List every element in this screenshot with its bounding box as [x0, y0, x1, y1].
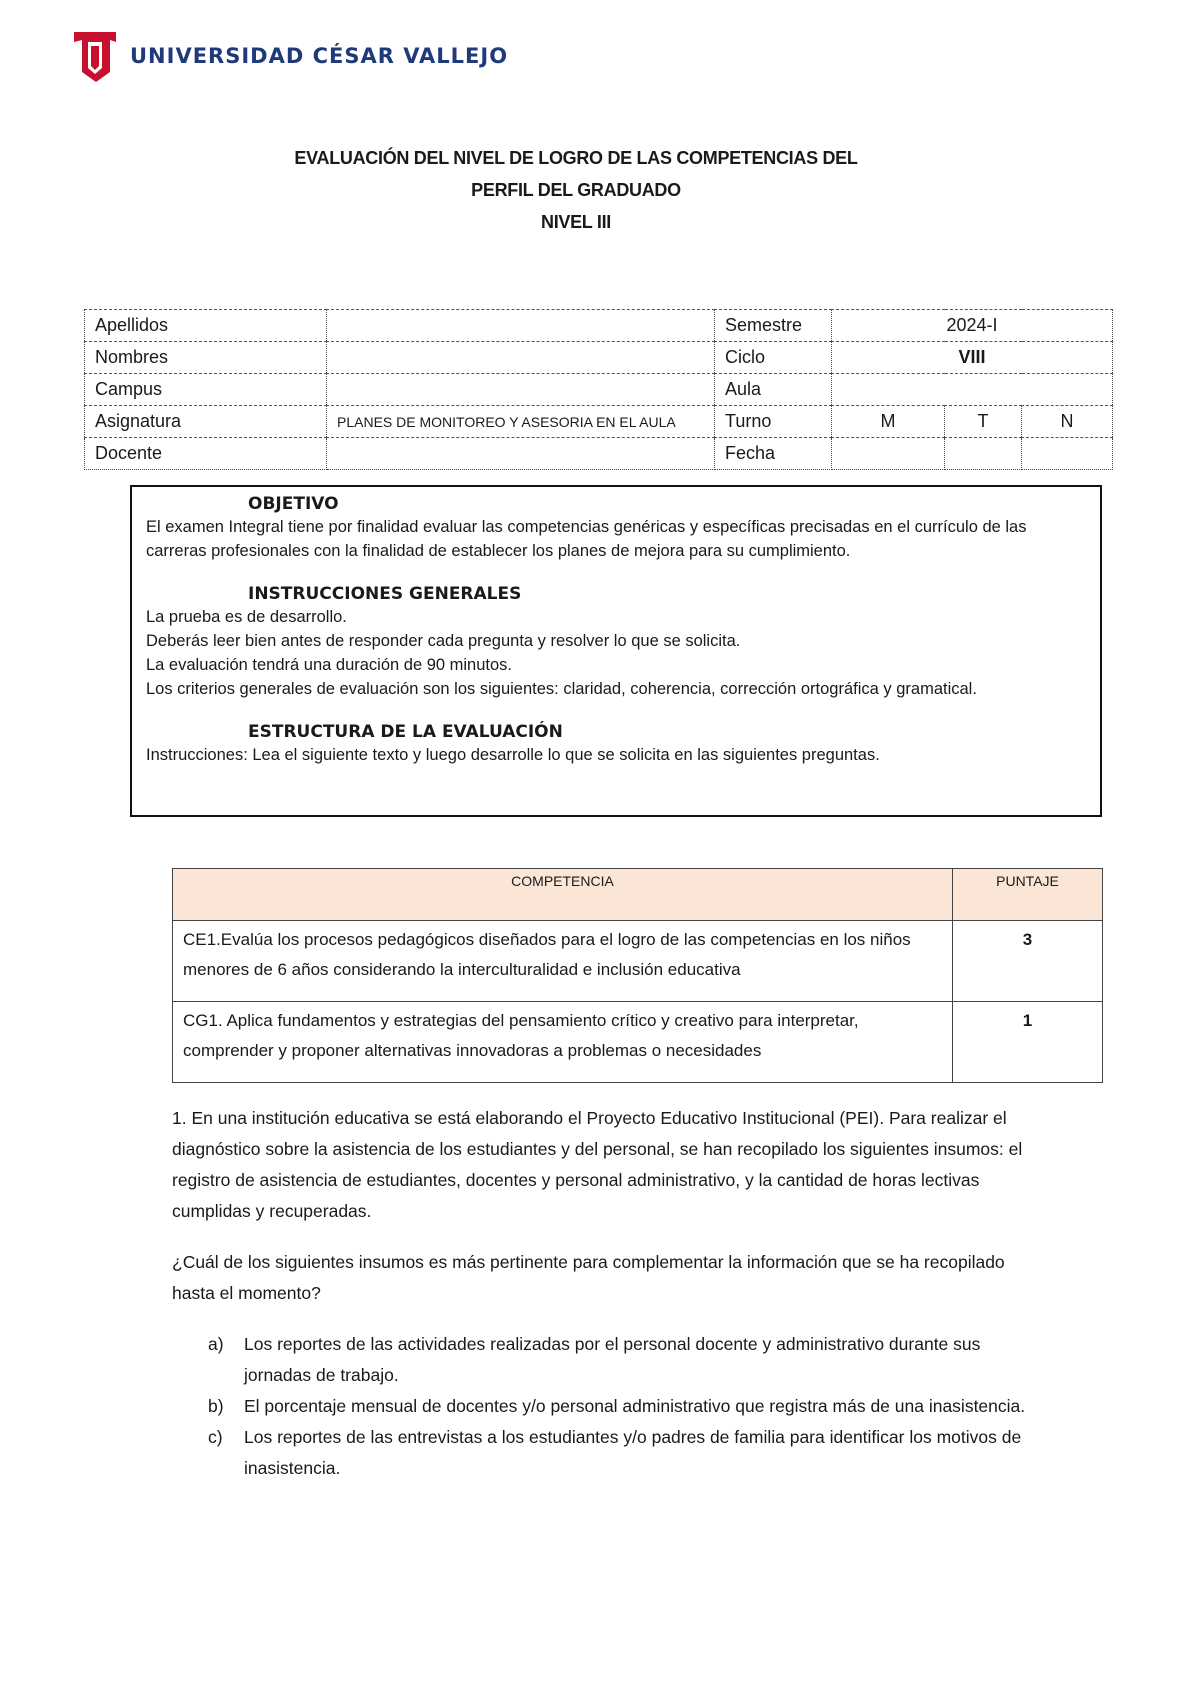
- aula-label: Aula: [715, 374, 832, 406]
- row-nombres: [85, 342, 1113, 374]
- puntaje-cell: 3: [953, 921, 1103, 1002]
- fecha-field-3[interactable]: [1022, 438, 1113, 470]
- turno-m[interactable]: M: [832, 406, 945, 438]
- docente-label: Docente: [85, 438, 327, 470]
- answer-options: [172, 1329, 1032, 1484]
- campus-field[interactable]: [327, 374, 715, 406]
- competencias-table: [172, 868, 1103, 1083]
- option-letter: a): [208, 1334, 224, 1354]
- option-text: Los reportes de las actividades realizadas por el personal docente y administrativo durante sus jornadas de trabajo.: [244, 1334, 981, 1385]
- apellidos-field[interactable]: [327, 310, 715, 342]
- table-row: [173, 1002, 1103, 1083]
- fecha-field[interactable]: [832, 438, 945, 470]
- asignatura-value: PLANES DE MONITOREO Y ASESORIA EN EL AULA: [327, 406, 715, 438]
- estructura-text: Instrucciones: Lea el siguiente texto y luego desarrolle lo que se solicita en las siguientes preguntas.: [146, 746, 880, 764]
- table-row: [173, 921, 1103, 1002]
- option-letter: b): [208, 1396, 224, 1416]
- semestre-value: 2024-I: [832, 310, 1113, 342]
- instruccion-line: Los criterios generales de evaluación son los siguientes: claridad, coherencia, corrección ortográfica y gramatical.: [146, 680, 977, 698]
- col-puntaje: PUNTAJE: [953, 869, 1103, 921]
- instruccion-line: La evaluación tendrá una duración de 90 minutos.: [146, 656, 513, 674]
- fecha-field-2[interactable]: [945, 438, 1022, 470]
- title-line-3: NIVEL III: [541, 212, 611, 232]
- option-c[interactable]: [172, 1422, 1032, 1484]
- apellidos-label: Apellidos: [85, 310, 327, 342]
- ciclo-label: Ciclo: [715, 342, 832, 374]
- document-title: [0, 142, 1152, 238]
- instruccion-line: La prueba es de desarrollo.: [146, 608, 347, 626]
- ucv-shield-icon: [72, 28, 118, 84]
- option-text: Los reportes de las entrevistas a los estudiantes y/o padres de familia para identificar los motivos de inasistencia.: [244, 1427, 1022, 1478]
- ciclo-value: VIII: [832, 342, 1113, 374]
- fecha-label: Fecha: [715, 438, 832, 470]
- title-line-2: PERFIL DEL GRADUADO: [471, 180, 681, 200]
- university-name: UNIVERSIDAD CÉSAR VALLEJO: [130, 44, 509, 68]
- competencias-header-row: [173, 869, 1103, 921]
- row-docente: [85, 438, 1113, 470]
- turno-label: Turno: [715, 406, 832, 438]
- estructura-heading: ESTRUCTURA DE LA EVALUACIÓN: [248, 722, 563, 742]
- competencia-cell: CE1.Evalúa los procesos pedagógicos diseñados para el logro de las competencias en los niños menores de 6 años considerando la interculturalidad e inclusión educativa: [173, 921, 953, 1002]
- instrucciones-heading: INSTRUCCIONES GENERALES: [248, 584, 522, 604]
- puntaje-cell: 1: [953, 1002, 1103, 1083]
- question-prompt: ¿Cuál de los siguientes insumos es más pertinente para complementar la información que se ha recopilado hasta el momento?: [172, 1252, 1005, 1303]
- option-text: El porcentaje mensual de docentes y/o personal administrativo que registra más de una inasistencia.: [244, 1396, 1026, 1416]
- nombres-field[interactable]: [327, 342, 715, 374]
- option-a[interactable]: [172, 1329, 1032, 1391]
- nombres-label: Nombres: [85, 342, 327, 374]
- row-asignatura: [85, 406, 1113, 438]
- objective-box: [130, 485, 1102, 817]
- option-b[interactable]: [172, 1391, 1032, 1422]
- question-statement: 1. En una institución educativa se está elaborando el Proyecto Educativo Institucional (PEI). Para realizar el diagnóstico sobre la asistencia de los estudiantes y del personal, se han recopilado los siguientes insumos: el registro de asistencia de estudiantes, docentes y personal administrativo, y la cantidad de horas lectivas cumplidas y recuperadas.: [172, 1108, 1023, 1221]
- aula-field[interactable]: [832, 374, 1113, 406]
- option-letter: c): [208, 1427, 223, 1447]
- objetivo-text: El examen Integral tiene por finalidad evaluar las competencias genéricas y específicas precisadas en el currículo de las carreras profesionales con la finalidad de establecer los planes de mejora para su cumplimiento.: [146, 518, 1027, 560]
- university-logo: [72, 28, 508, 84]
- asignatura-label: Asignatura: [85, 406, 327, 438]
- competencia-cell: CG1. Aplica fundamentos y estrategias del pensamiento crítico y creativo para interpretar, comprender y proponer alternativas innovadoras a problemas o necesidades: [173, 1002, 953, 1083]
- title-line-1: EVALUACIÓN DEL NIVEL DE LOGRO DE LAS COMPETENCIAS DEL: [294, 148, 858, 168]
- student-info-table: [84, 309, 1113, 470]
- campus-label: Campus: [85, 374, 327, 406]
- turno-n[interactable]: N: [1022, 406, 1113, 438]
- row-campus: [85, 374, 1113, 406]
- semestre-label: Semestre: [715, 310, 832, 342]
- row-apellidos: [85, 310, 1113, 342]
- question-1: [172, 1103, 1032, 1484]
- instruccion-line: Deberás leer bien antes de responder cada pregunta y resolver lo que se solicita.: [146, 632, 741, 650]
- col-competencia: COMPETENCIA: [173, 869, 953, 921]
- objetivo-heading: OBJETIVO: [248, 494, 339, 514]
- docente-field[interactable]: [327, 438, 715, 470]
- turno-t[interactable]: T: [945, 406, 1022, 438]
